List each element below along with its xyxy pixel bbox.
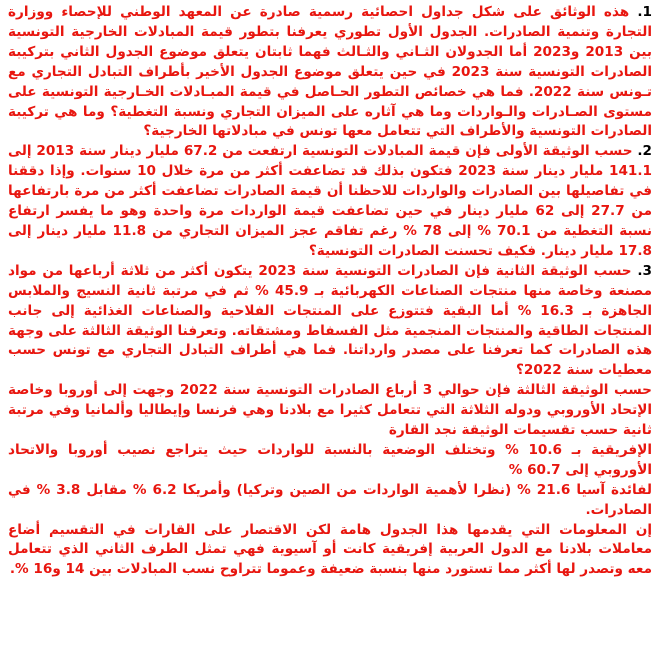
- paragraph-5: الإفريقية بـ 10.6 % وتختلف الوضعية بالنسبة للواردات حيث يتراجع نصيب أوروبا والاتحاد الأوروبي إلى 60.7 %: [8, 441, 652, 478]
- paragraph-1: [8, 3, 652, 142]
- paragraph-text: هذه الوثائق على شكل جداول احصائية رسمية صادرة عن المعهد الوطني للإحصاء ووزارة التجارة وتنمية الصادرات. الجدول الأول تطوري يعرفنا بتطور قيمة المبادلات الخارجية التونسية بين 2013 و2023 أما الجدولان الثـاني والثـالث فهما ثابتان يتعلق موضوع الجدول الثاني بتركيبة الصادرات التونسية سنة 2023 في حين يتعلق موضوع الجدول الأخير بأطراف التبادل التجاري مع تـونس سنة 2022. فما هي خصائص التطور الحـاصل في قيمة المبـادلات الخـارجية التونسية على مستوى الصـادرات والـواردات وما هي آثاره على الميزان التجاري ونسبة التغطية؟ وما هي تركيبة الصادرات التونسية والأطراف التي تتعامل معها تونس في مبادلاتها الخارجية؟: [8, 4, 653, 140]
- paragraph-number: 1.: [637, 4, 653, 20]
- paragraph-number: 2.: [637, 143, 652, 160]
- paragraph-2: [8, 142, 652, 261]
- paragraph-4: حسب الوثيقة الثالثة فإن حوالي 3 أرباع الصادرات التونسية سنة 2022 وجهت إلى أوروبا وخاصة الإتحاد الأوروبي ودوله الثلاثة التي تتعامل كثيرا مع بلادنا وهي فرنسا وإيطاليا وألمانيا وفي مرتبة ثانية حسب تقسيمات الوثيقة نجد القارة: [8, 382, 652, 439]
- paragraph-7: إن المعلومات التي يقدمها هذا الجدول هامة لكن الاقتصار على القارات في التقسيم أضاع معاملات بلادنا مع الدول العربية إفريقية كانت أو آسيوية فهي تمثل الطرف الثاني الذي تتعامل معه وتصدر لها أكثر مما تستورد منها بنسبة ضعيفة وعموما تتراوح نسب المبادلات بين 14 و16 %.: [8, 521, 652, 578]
- paragraph-text: حسب الوثيقة الثانية فإن الصادرات التونسية سنة 2023 يتكون أكثر من ثلاثة أرباعها من مواد مصنعة وخاصة منها منتجات الصناعات الكهربائية بـ 45.9 % ثم في مرتبة ثانية النسيج والملابس الجاهزة بـ 16.3 % أما البقية فتتوزع على المنتجات الفلاحية والصناعات الغذائية إلى جانب المنتجات الطاقية والمنتجات المنجمية مثل الفسفاط ومشتقاته. وتعرفنا الوثيقة الثالثة على وجهة هذه الصادرات كما تعرفنا على مصدر وارداتنا. فما هي أطراف التبادل التجاري مع تونس حسب معطيات سنة 2022؟: [8, 262, 652, 379]
- paragraph-text: حسب الوثيقة الأولى فإن قيمة المبادلات التونسية ارتفعت من 67.2 مليار دينار سنة 2013 إلى 141.1 مليار دينار سنة 2023 فتكون بذلك قد تضاعفت أكثر من مرة خلال 10 سنوات. وإذا دققنا في تفاصيلها بين الصادرات والواردات للاحظنا أن قيمة الصادرات تضاعفت أكثر من مرة بارتفاعها من 27.7 إلى 62 مليار دينار في حين تضاعفت قيمة الواردات مرة واحدة وهو ما يفسر ارتفاع نسبة التغطية من 70.1 % إلى 78 % رغم تفاقم عجز الميزان التجاري من 11.8 مليار دينار إلى 17.8 مليار دينار. فكيف تحسنت الصادرات التونسية؟: [8, 143, 653, 259]
- paragraph-3: [8, 262, 652, 381]
- paragraph-6: لفائدة آسيا 21.6 % (نظرا لأهمية الواردات من الصين وتركيا) وأمريكا 6.2 % مقابل 3.8 % في الصادرات.: [8, 481, 652, 518]
- paragraph-number: 3.: [637, 262, 653, 279]
